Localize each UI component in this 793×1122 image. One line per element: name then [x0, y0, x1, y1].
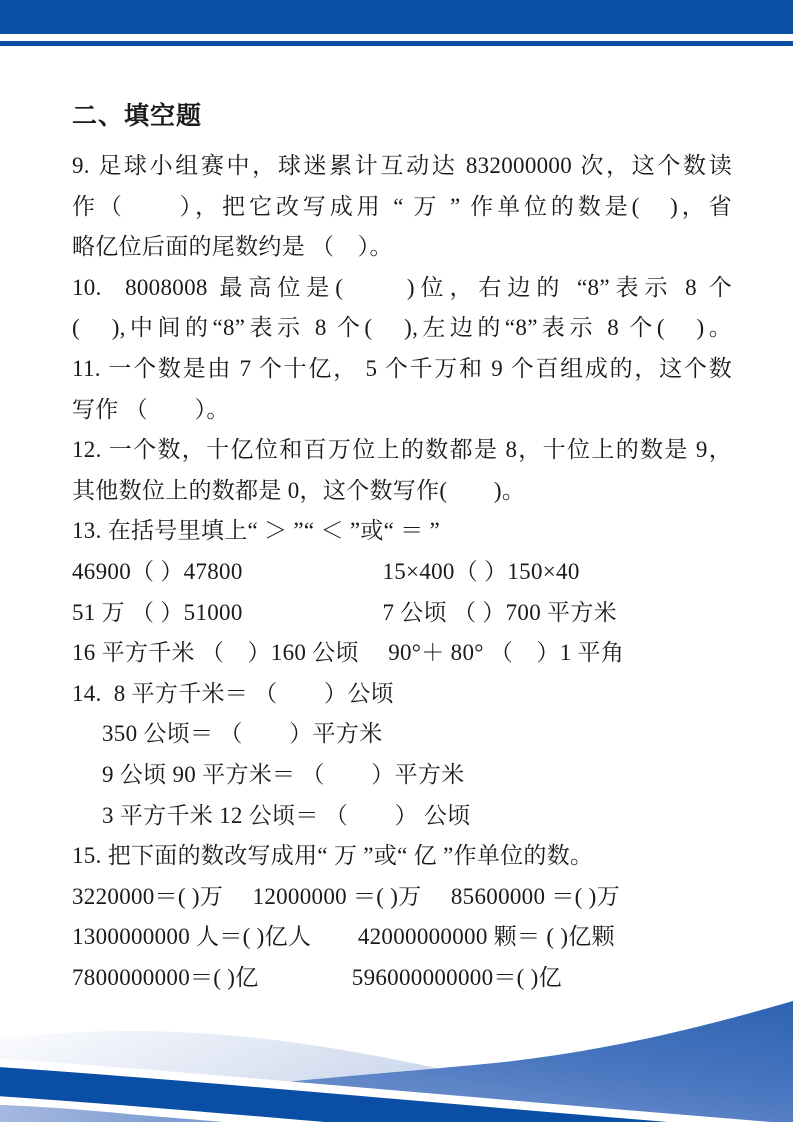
- question-lines: [72, 146, 732, 998]
- question-line: 1300000000 人＝( )亿人 42000000000 颗＝ ( )亿颗: [72, 924, 615, 950]
- question-line: 7800000000＝( )亿 596000000000＝( )亿: [72, 964, 562, 990]
- question-line: 3 平方千米 12 公顷＝ （ ） 公顷: [102, 802, 471, 828]
- top-rule-line: [0, 41, 793, 46]
- question-line: 其他数位上的数都是 0，这个数写作( )。: [72, 477, 526, 503]
- white-swoosh-halo: [0, 1081, 793, 1122]
- pale-wave: [0, 1031, 585, 1122]
- question-line: 14. 8 平方千米＝ （ ）公顷: [72, 680, 394, 706]
- question-line: 16 平方千米 （ ）160 公顷 90°＋ 80° （ ）1 平角: [72, 640, 625, 666]
- question-line: 略亿位后面的尾数约是 （ ）。: [72, 234, 393, 260]
- question-line: 作（ ），把它改写成用 “ 万 ” 作单位的数是( )，省: [72, 193, 732, 219]
- question-line: 13. 在括号里填上“ ＞ ”“ ＜ ”或“ ＝ ”: [72, 518, 441, 544]
- question-line: ( ),中间的“8”表示 8 个( ),左边的“8”表示 8 个( )。: [72, 315, 732, 341]
- question-line: 9. 足球小组赛中，球迷累计互动达 832000000 次，这个数读: [72, 153, 732, 178]
- worksheet-content: [72, 94, 732, 998]
- section-title: 二、填空题: [72, 103, 203, 130]
- top-banner: [0, 0, 793, 34]
- question-line: 10. 8008008 最高位是( )位，右边的 “8”表示 8 个: [72, 274, 732, 300]
- question-line: 350 公顷＝ （ ）平方米: [102, 721, 383, 747]
- question-line: 3220000＝( )万 12000000 ＝( )万 85600000 ＝( )万: [72, 883, 620, 909]
- question-line: 11. 一个数是由 7 个十亿， 5 个千万和 9 个百组成的，这个数: [72, 355, 732, 381]
- question-line: 9 公顷 90 平方米＝ （ ）平方米: [102, 761, 465, 787]
- question-line: 46900（ ）47800 15×400（ ）150×40: [72, 558, 580, 584]
- question-line: 15. 把下面的数改写成用“ 万 ”或“ 亿 ”作单位的数。: [72, 843, 594, 869]
- footer-wave-decoration: [0, 977, 793, 1122]
- question-line: 12. 一个数，十亿位和百万位上的数都是 8，十位上的数是 9，: [72, 437, 732, 463]
- mid-blue-wave: [0, 1001, 793, 1122]
- question-line: 写作 （ ）。: [72, 396, 230, 422]
- dark-swoosh: [0, 1081, 793, 1122]
- question-line: 51 万 （ ）51000 7 公顷 （ ）700 平方米: [72, 599, 617, 625]
- bottom-left-band: [0, 1105, 255, 1122]
